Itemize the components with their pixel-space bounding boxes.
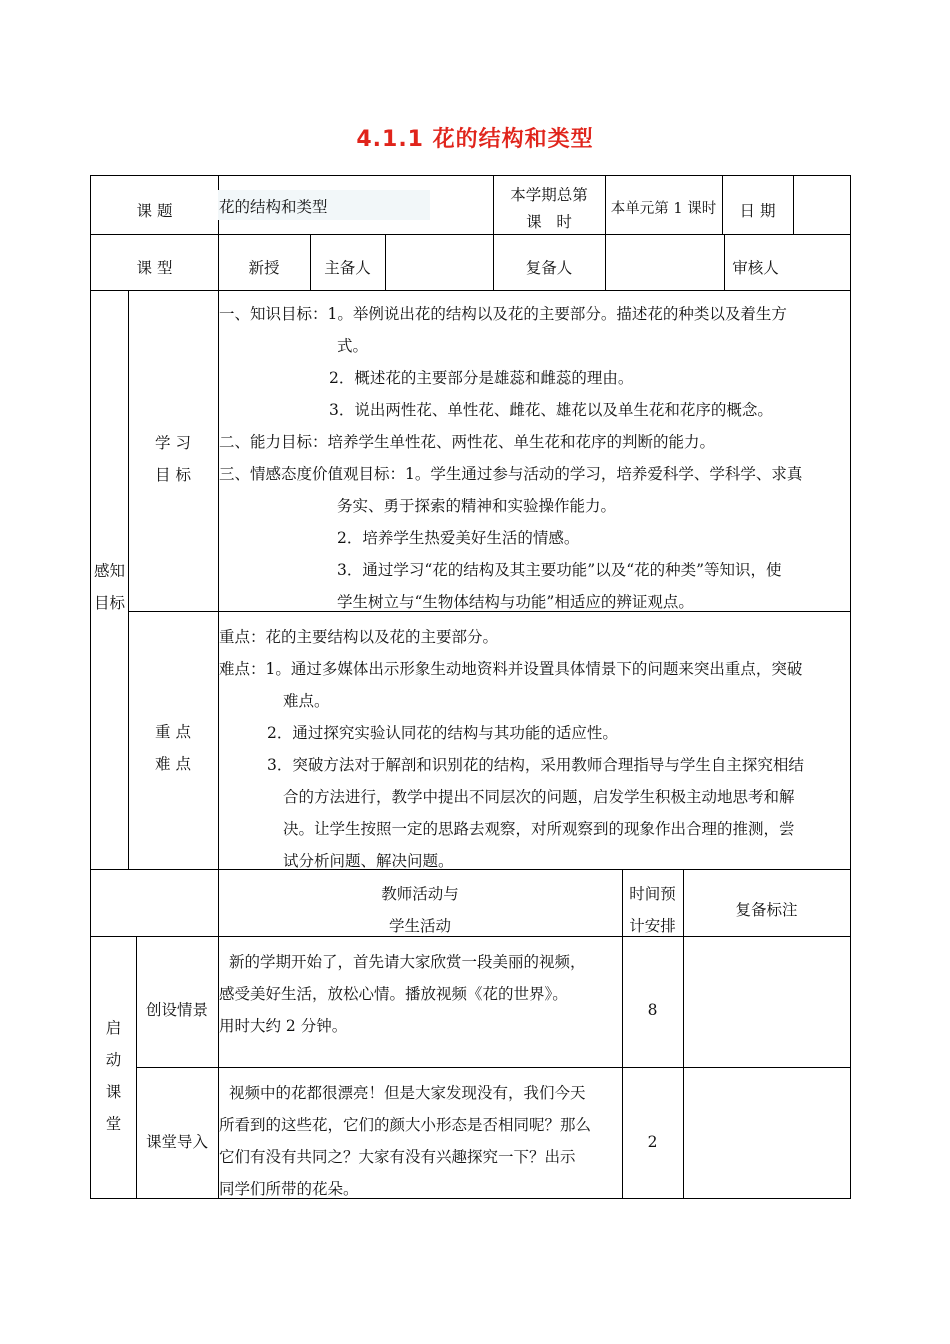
key-line: 难点。: [283, 692, 330, 710]
col-divider: [136, 936, 137, 1198]
scene-time: 8: [647, 1001, 658, 1019]
type-value: 新授: [248, 259, 280, 277]
launch-char: 课: [105, 1083, 122, 1101]
launch-char: 动: [105, 1051, 122, 1069]
goals-label-1: 学 习: [155, 434, 191, 452]
scene-line: 用时大约 2 分钟。: [219, 1017, 348, 1035]
goal-line: 学生树立与“生物体结构与功能”相适应的辨证观点。: [337, 593, 694, 611]
col-divider: [793, 176, 794, 234]
goal-line: 式。: [337, 337, 369, 355]
reviewer-label: 审核人: [732, 259, 779, 277]
topic-value: 花的结构和类型: [219, 198, 328, 216]
key-line: 试分析问题、解决问题。: [283, 852, 454, 870]
goal-line: 二、能力目标：培养学生单性花、两性花、单生花和花序的判断的能力。: [219, 433, 716, 451]
intro-time: 2: [647, 1133, 658, 1151]
goal-line: 一、知识目标：1。举例说出花的结构以及花的主要部分。描述花的种类以及着生方: [219, 305, 787, 323]
goal-line: 三、情感态度价值观目标：1。学生通过参与活动的学习，培养爱科学、学科学、求真: [219, 465, 803, 483]
goal-line: 2．概述花的主要部分是雄蕊和雌蕊的理由。: [329, 369, 634, 387]
intro-line: 所看到的这些花，它们的颜大小形态是否相同呢？那么: [219, 1116, 592, 1134]
scene-line: 新的学期开始了，首先请大家欣赏一段美丽的视频，: [229, 953, 586, 971]
topic-label: 课 题: [136, 202, 173, 220]
row-divider: [91, 936, 850, 937]
learning-goals: [219, 298, 849, 618]
total-hours-label-1: 本学期总第: [510, 186, 588, 204]
launch-char: 启: [105, 1019, 122, 1037]
row-divider: [91, 234, 850, 235]
intro-line: 同学们所带的花朵。: [219, 1180, 359, 1198]
launch-char: 堂: [105, 1115, 122, 1133]
goal-line: 2．培养学生热爱美好生活的情感。: [337, 529, 580, 547]
col-divider: [385, 234, 386, 290]
type-label: 课 型: [136, 259, 173, 277]
key-line: 决。让学生按照一定的思路去观察，对所观察到的现象作出合理的推测，尝: [283, 820, 795, 838]
notes-header: 复备标注: [735, 901, 798, 919]
row-divider: [91, 290, 850, 291]
perception-label-2: 目标: [93, 594, 125, 612]
lesson-plan-table: [90, 175, 851, 1199]
row-divider: [136, 1067, 850, 1068]
key-line: 合的方法进行，教学中提出不同层次的问题，启发学生积极主动地思考和解: [283, 788, 795, 806]
perception-label-1: 感知: [93, 562, 125, 580]
main-prep-label: 主备人: [324, 259, 371, 277]
intro-line: 它们有没有共同之？大家有没有兴趣探究一下？出示: [219, 1148, 576, 1166]
activity-header-2: 学生活动: [388, 917, 451, 935]
key-line: 3．突破方法对于解剖和识别花的结构，采用教师合理指导与学生自主探究相结: [267, 756, 804, 774]
co-prep-label: 复备人: [525, 259, 573, 277]
goal-line: 3．通过学习“花的结构及其主要功能”以及“花的种类”等知识，使: [337, 561, 782, 579]
activity-header-1: 教师活动与: [381, 885, 459, 903]
date-label: 日 期: [739, 202, 776, 220]
key-line: 2．通过探究实验认同花的结构与其功能的适应性。: [267, 724, 618, 742]
key-difficult-points: [219, 621, 849, 877]
key-line: 重点：花的主要结构以及花的主要部分。: [219, 628, 499, 646]
time-header-1: 时间预: [629, 885, 676, 903]
goals-label-2: 目 标: [155, 466, 191, 484]
goal-line: 3．说出两性花、单性花、雌花、雄花以及单生花和花序的概念。: [329, 401, 773, 419]
document-title: 4.1.1 花的结构和类型: [356, 127, 594, 152]
unit-hour: 本单元第 1 课时: [610, 201, 717, 217]
intro-label: 课堂导入: [145, 1133, 208, 1151]
time-header-2: 计安排: [629, 917, 676, 935]
col-divider: [605, 234, 606, 290]
intro-text: [219, 1077, 621, 1205]
scene-label: 创设情景: [145, 1001, 208, 1019]
goal-line: 务实、勇于探索的精神和实验操作能力。: [337, 497, 617, 515]
intro-line: 视频中的花都很漂亮！但是大家发现没有，我们今天: [229, 1084, 586, 1102]
total-hours-label-2: 课 时: [526, 213, 572, 231]
col-divider: [128, 290, 129, 869]
key-label-1: 重 点: [155, 723, 191, 741]
key-line: 难点：1。通过多媒体出示形象生动地资料并设置具体情景下的问题来突出重点，突破: [219, 660, 803, 678]
scene-line: 感受美好生活，放松心情。播放视频《花的世界》。: [219, 985, 568, 1003]
key-label-2: 难 点: [155, 755, 191, 773]
scene-text: [219, 946, 621, 1042]
